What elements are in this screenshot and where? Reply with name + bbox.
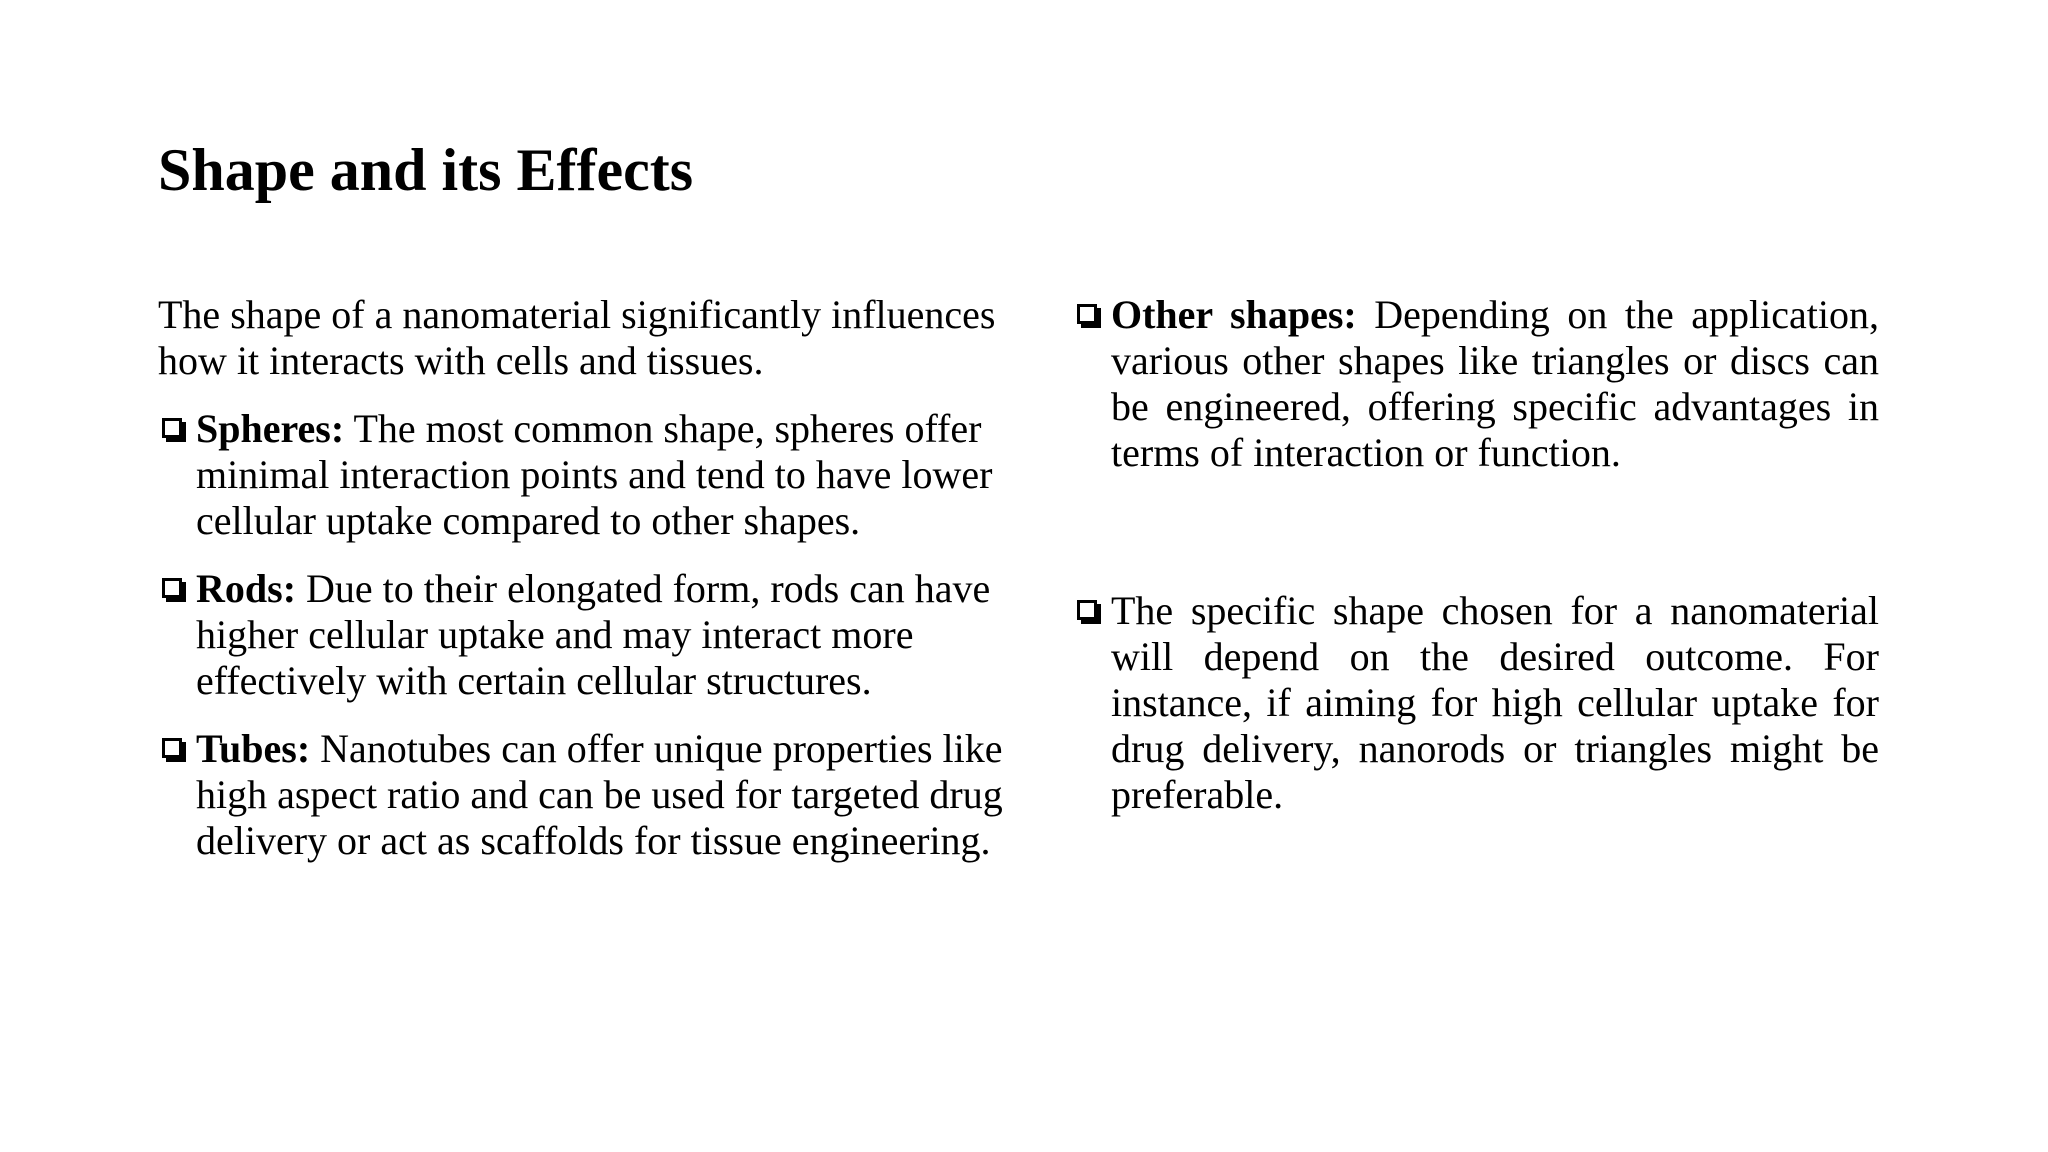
bullet-text: Due to their elongated form, rods can have higher cellular uptake and may interact more effectively with certain cellular structures. (196, 566, 991, 703)
bullet-specific-shape (1073, 588, 1879, 818)
checkbox-bullet-icon (1077, 304, 1097, 324)
bullet-text: The specific shape chosen for a nanomaterial will depend on the desired outcome. For instance, if aiming for high cellular uptake for drug delivery, nanorods or triangles might be preferable. (1111, 588, 1879, 817)
bullet-text: Nanotubes can offer unique properties like high aspect ratio and can be used for targeted drug delivery or act as scaffolds for tissue engineering. (196, 726, 1003, 863)
bullet-rods (158, 566, 1008, 704)
checkbox-bullet-icon (162, 738, 182, 758)
bullet-heading: Other shapes: (1111, 292, 1357, 337)
checkbox-bullet-icon (162, 418, 182, 438)
checkbox-bullet-icon (1077, 600, 1097, 620)
bullet-text: Depending on the application, various other shapes like triangles or discs can be engineered, offering specific advantages in terms of interaction or function. (1111, 292, 1879, 475)
spacer (1073, 498, 1879, 588)
bullet-spheres (158, 406, 1008, 544)
slide-title: Shape and its Effects (158, 137, 694, 203)
right-column (1073, 292, 1879, 840)
intro-paragraph: The shape of a nanomaterial significantly influences how it interacts with cells and tissues. (158, 292, 996, 383)
checkbox-bullet-icon (162, 578, 182, 598)
left-column (158, 292, 1008, 886)
bullet-text: The most common shape, spheres offer minimal interaction points and tend to have lower cellular uptake compared to other shapes. (196, 406, 993, 543)
bullet-heading: Tubes: (196, 726, 311, 771)
bullet-other-shapes (1073, 292, 1879, 476)
bullet-tubes (158, 726, 1008, 864)
bullet-heading: Rods: (196, 566, 297, 611)
bullet-heading: Spheres: (196, 406, 345, 451)
